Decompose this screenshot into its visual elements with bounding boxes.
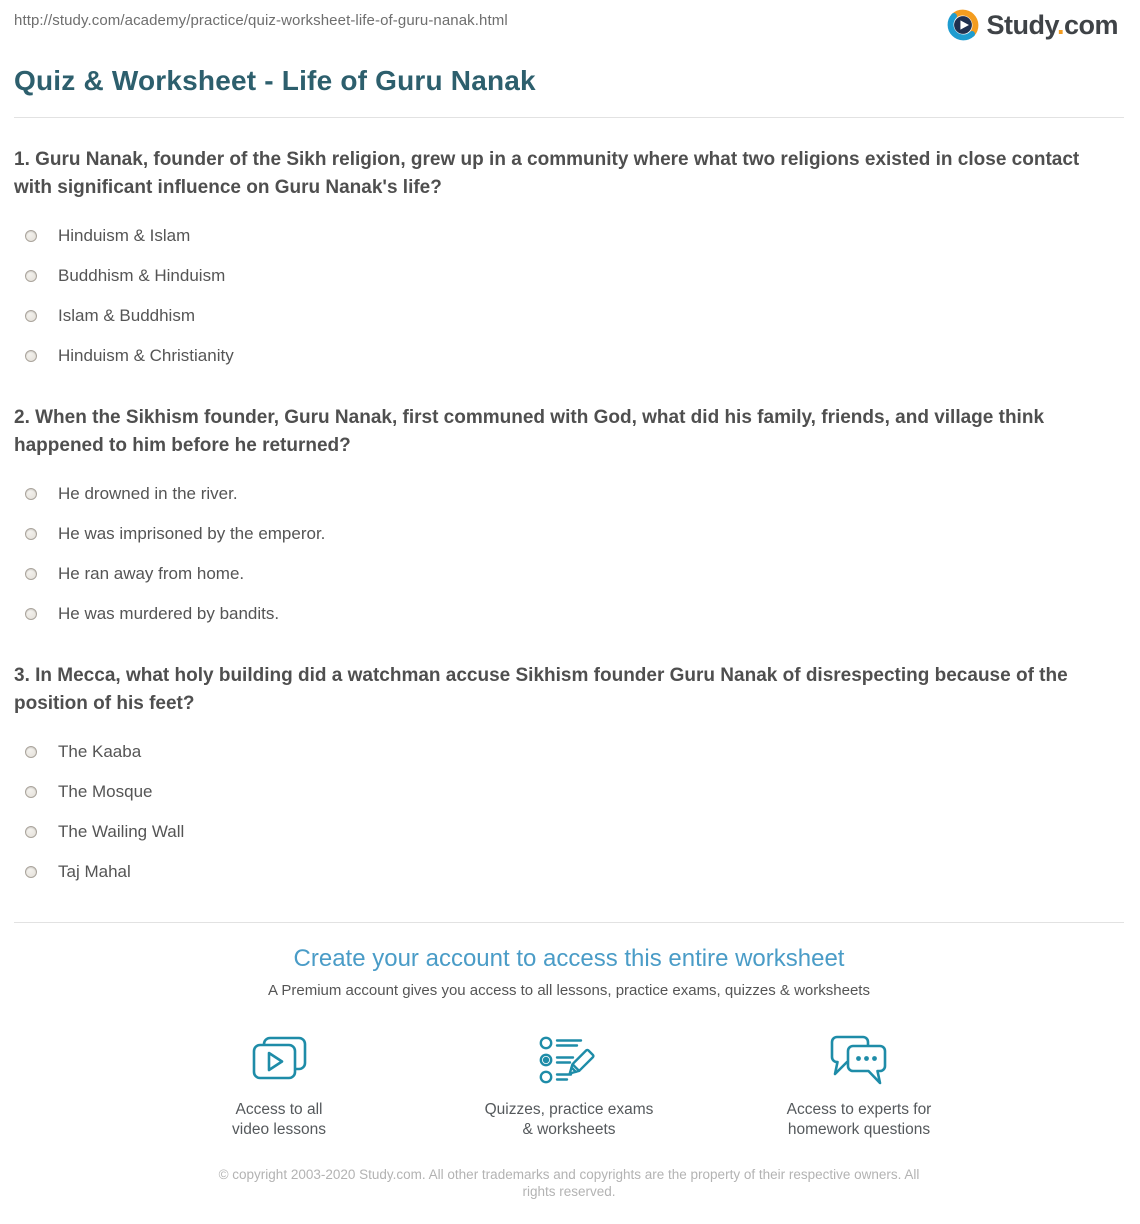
title-divider — [14, 117, 1124, 118]
question-1-text: 1. Guru Nanak, founder of the Sikh religion, grew up in a community where what two religions existed in close contact with significant influence on Guru Nanak's life? — [14, 149, 1080, 198]
option-row — [14, 812, 1124, 852]
radio-button[interactable] — [25, 310, 37, 322]
question-3 — [14, 662, 1124, 892]
option-label[interactable]: The Wailing Wall — [58, 822, 185, 841]
feature-quizzes-worksheets — [459, 1033, 679, 1140]
radio-button[interactable] — [25, 270, 37, 282]
option-row — [14, 554, 1124, 594]
option-label[interactable]: Buddhism & Hinduism — [58, 266, 226, 285]
option-row — [14, 216, 1124, 256]
option-label[interactable]: Taj Mahal — [58, 862, 131, 881]
cta-subheading: A Premium account gives you access to all lessons, practice exams, quizzes & worksheets — [268, 982, 870, 999]
radio-button[interactable] — [25, 230, 37, 242]
option-row — [14, 474, 1124, 514]
radio-button[interactable] — [25, 826, 37, 838]
radio-button[interactable] — [25, 350, 37, 362]
question-2 — [14, 404, 1124, 634]
option-label[interactable]: Hinduism & Islam — [58, 226, 191, 245]
question-2-text: 2. When the Sikhism founder, Guru Nanak, first communed with God, what did his family, friends, and village think happened to him before he returned? — [14, 407, 1045, 456]
feature-label: Access to experts for homework questions — [786, 1101, 932, 1138]
radio-button[interactable] — [25, 488, 37, 500]
study-logo[interactable] — [946, 8, 1118, 42]
radio-button[interactable] — [25, 608, 37, 620]
option-row — [14, 852, 1124, 892]
option-row — [14, 336, 1124, 376]
feature-label: Quizzes, practice exams & worksheets — [484, 1101, 654, 1138]
radio-button[interactable] — [25, 528, 37, 540]
cta-section — [14, 945, 1124, 1200]
option-row — [14, 732, 1124, 772]
option-label[interactable]: He was imprisoned by the emperor. — [58, 524, 326, 543]
feature-experts-chat — [749, 1033, 969, 1140]
video-lessons-icon — [169, 1033, 389, 1087]
option-row — [14, 256, 1124, 296]
option-label[interactable]: The Kaaba — [58, 742, 142, 761]
option-label[interactable]: Hinduism & Christianity — [58, 346, 234, 365]
question-1-options — [14, 216, 1124, 376]
studycom-wordmark: Study.com — [986, 9, 1118, 40]
option-label[interactable]: He ran away from home. — [58, 564, 245, 583]
feature-label: Access to all video lessons — [232, 1101, 326, 1138]
question-2-options — [14, 474, 1124, 634]
radio-button[interactable] — [25, 866, 37, 878]
studycom-play-icon — [946, 8, 980, 42]
question-1 — [14, 146, 1124, 376]
feature-video-lessons — [169, 1033, 389, 1140]
feature-list — [14, 1033, 1124, 1140]
copyright-notice: © copyright 2003-2020 Study.com. All other trademarks and copyrights are the property of their respective owners. All rights reserved. — [218, 1167, 920, 1199]
question-3-text: 3. In Mecca, what holy building did a watchman accuse Sikhism founder Guru Nanak of disrespecting because of the position of his feet? — [14, 665, 1068, 714]
option-label[interactable]: The Mosque — [58, 782, 153, 801]
option-row — [14, 296, 1124, 336]
radio-button[interactable] — [25, 746, 37, 758]
page-title: Quiz & Worksheet - Life of Guru Nanak — [14, 65, 536, 96]
create-account-link[interactable]: Create your account to access this entire worksheet — [293, 945, 845, 972]
option-label[interactable]: He was murdered by bandits. — [58, 604, 280, 623]
radio-button[interactable] — [25, 568, 37, 580]
option-row — [14, 594, 1124, 634]
radio-button[interactable] — [25, 786, 37, 798]
option-label[interactable]: He drowned in the river. — [58, 484, 238, 503]
option-row — [14, 514, 1124, 554]
question-3-options — [14, 732, 1124, 892]
cta-divider — [14, 922, 1124, 923]
option-label[interactable]: Islam & Buddhism — [58, 306, 195, 325]
option-row — [14, 772, 1124, 812]
experts-chat-icon — [749, 1033, 969, 1087]
page-url: http://study.com/academy/practice/quiz-worksheet-life-of-guru-nanak.html — [14, 12, 508, 29]
quizzes-worksheets-icon — [459, 1033, 679, 1087]
